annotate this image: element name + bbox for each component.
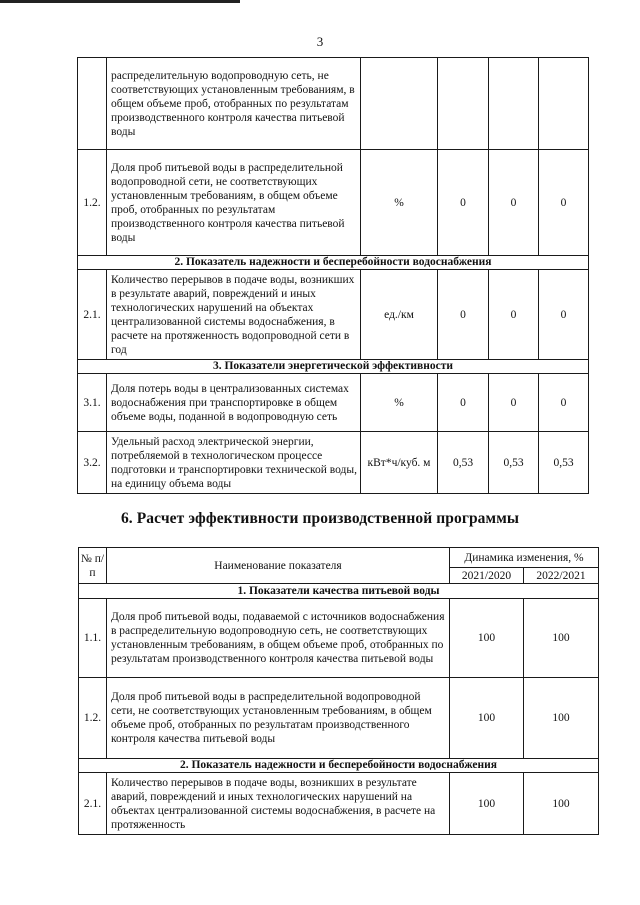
value-cell bbox=[539, 58, 589, 150]
efficiency-table bbox=[78, 547, 599, 835]
value-cell: 0 bbox=[438, 150, 489, 256]
table-row bbox=[78, 432, 589, 494]
section-row bbox=[78, 360, 589, 374]
value-cell: 0 bbox=[539, 270, 589, 360]
value-cell: 0 bbox=[489, 150, 539, 256]
row-number: 3.1. bbox=[78, 374, 107, 432]
indicator-name: Доля проб питьевой воды в распределительной водопроводной сети, не соответствующих установленным требованиям, в общем объеме проб, отобранных по результатам производственного контроля качества питьевой воды bbox=[107, 150, 361, 256]
indicators-table bbox=[77, 57, 589, 494]
value-cell: 100 bbox=[450, 678, 524, 759]
name-column-header: Наименование показателя bbox=[107, 548, 450, 584]
indicator-name: распределительную водопроводную сеть, не соответствующих установленным требованиям, в общем объеме проб, отобранных по результатам производственного контроля качества питьевой воды bbox=[107, 58, 361, 150]
dynamics-header: Динамика изменения, % bbox=[450, 548, 599, 568]
value-cell bbox=[438, 58, 489, 150]
section-row bbox=[79, 759, 599, 773]
section-title: 1. Показатели качества питьевой воды bbox=[79, 584, 599, 599]
row-number: 1.2. bbox=[78, 150, 107, 256]
value-cell: 0 bbox=[438, 374, 489, 432]
value-cell: 100 bbox=[450, 599, 524, 678]
table-row bbox=[78, 270, 589, 360]
indicator-name: Количество перерывов в подаче воды, возникших в результате аварий, повреждений и иных технологических нарушений на объектах централизованной системы водоснабжения, в расчете на протяженность водопроводной сети в год bbox=[107, 270, 361, 360]
value-cell: 0,53 bbox=[539, 432, 589, 494]
row-number: 2.1. bbox=[79, 773, 107, 835]
table-row bbox=[79, 599, 599, 678]
unit-cell: кВт*ч/куб. м bbox=[361, 432, 438, 494]
table-row bbox=[79, 678, 599, 759]
indicator-name: Доля проб питьевой воды в распределительной водопроводной сети, не соответствующих установленным требованиям, в общем объеме проб, отобранных по результатам производственного контроля качества питьевой воды bbox=[107, 678, 450, 759]
section-row bbox=[78, 256, 589, 270]
value-cell: 0 bbox=[539, 150, 589, 256]
row-number bbox=[78, 58, 107, 150]
value-cell: 0 bbox=[489, 374, 539, 432]
row-number: 2.1. bbox=[78, 270, 107, 360]
section-title: 2. Показатель надежности и бесперебойности водоснабжения bbox=[78, 256, 589, 270]
indicator-name: Доля проб питьевой воды, подаваемой с источников водоснабжения в распределительную водопроводную сеть, не соответствующих установленным требованиям, в общем объеме проб, отобранных по результатам производственного контроля качества питьевой воды bbox=[107, 599, 450, 678]
header-row bbox=[79, 548, 599, 568]
table-row bbox=[78, 150, 589, 256]
value-cell: 0,53 bbox=[438, 432, 489, 494]
page-number: 3 bbox=[316, 34, 324, 49]
unit-cell: ед./км bbox=[361, 270, 438, 360]
unit-cell: % bbox=[361, 374, 438, 432]
value-cell: 0 bbox=[438, 270, 489, 360]
value-cell: 100 bbox=[524, 773, 599, 835]
row-number: 1.2. bbox=[79, 678, 107, 759]
value-cell: 0 bbox=[489, 270, 539, 360]
indicator-name: Доля потерь воды в централизованных системах водоснабжения при транспортировке в общем объеме воды, поданной в водопроводную сеть bbox=[107, 374, 361, 432]
row-number: 1.1. bbox=[79, 599, 107, 678]
value-cell: 0 bbox=[539, 374, 589, 432]
table-row bbox=[78, 58, 589, 150]
year-column-header: 2022/2021 bbox=[524, 568, 599, 584]
indicator-name: Удельный расход электрической энергии, потребляемой в технологическом процессе подготовки и транспортировки технической воды, на единицу объема воды bbox=[107, 432, 361, 494]
section-row bbox=[79, 584, 599, 599]
value-cell: 100 bbox=[524, 678, 599, 759]
unit-cell bbox=[361, 58, 438, 150]
table-row bbox=[78, 374, 589, 432]
number-column-header: № п/п bbox=[79, 548, 107, 584]
value-cell bbox=[489, 58, 539, 150]
section-heading: 6. Расчет эффективности производственной программы bbox=[120, 510, 520, 527]
indicator-name: Количество перерывов в подаче воды, возникших в результате аварий, повреждений и иных технологических нарушений на объектах централизованной системы водоснабжения, в расчете на протяженность bbox=[107, 773, 450, 835]
value-cell: 0,53 bbox=[489, 432, 539, 494]
table-row bbox=[79, 773, 599, 835]
value-cell: 100 bbox=[524, 599, 599, 678]
unit-cell: % bbox=[361, 150, 438, 256]
value-cell: 100 bbox=[450, 773, 524, 835]
year-column-header: 2021/2020 bbox=[450, 568, 524, 584]
row-number: 3.2. bbox=[78, 432, 107, 494]
top-rule bbox=[0, 0, 240, 3]
section-title: 3. Показатели энергетической эффективности bbox=[78, 360, 589, 374]
section-title: 2. Показатель надежности и бесперебойности водоснабжения bbox=[79, 759, 599, 773]
